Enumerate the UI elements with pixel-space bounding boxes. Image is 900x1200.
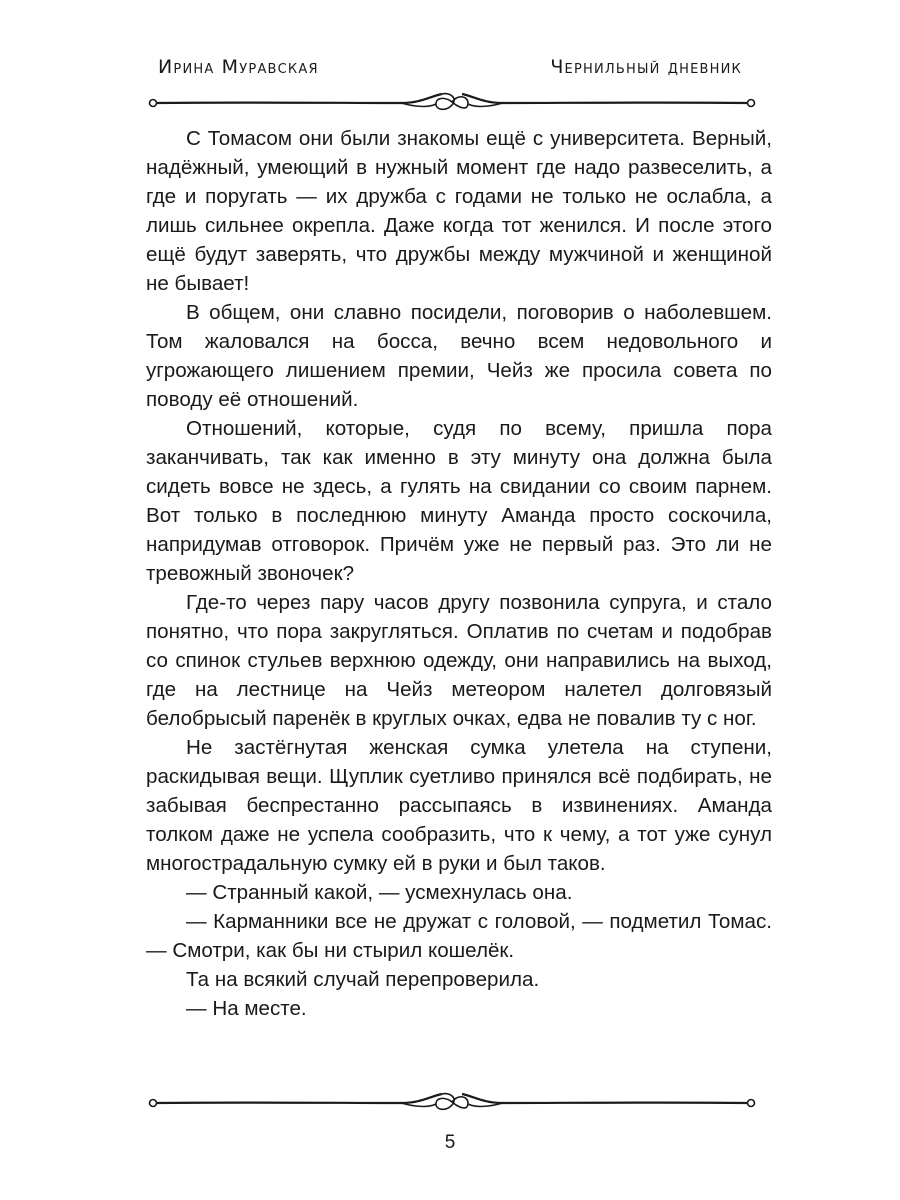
dialogue-line: — На месте.	[186, 997, 307, 1020]
header-book-title: Чернильный дневник	[550, 56, 742, 78]
header-author: Ирина Муравская	[158, 56, 319, 78]
dialogue-line: — Карманники все не дружат с головой, — подметил Томас. — Смотри, как бы ни стырил кошелёк.	[146, 910, 772, 962]
dialogue-line: — Странный какой, — усмехнулась она.	[186, 881, 573, 904]
paragraph: Не застёгнутая женская сумка улетела на ступени, раскидывая вещи. Щуплик суетливо принялся всё подбирать, не забывая беспрестанно рассыпаясь в извинениях. Аманда толком даже не успела сообразить, что к чему, а тот уже сунул многострадальную сумку ей в руки и был таков.	[146, 736, 772, 875]
paragraph: С Томасом они были знакомы ещё с университета. Верный, надёжный, умеющий в нужный момент где надо развеселить, а где и поругать — их дружба с годами не только не ослабла, а лишь сильнее окрепла. Даже когда тот женился. И после этого ещё будут заверять, что дружбы между мужчиной и женщиной не бывает!	[146, 127, 772, 295]
paragraph: Где-то через пару часов другу позвонила супруга, и стало понятно, что пора закругляться. Оплатив по счетам и подобрав со спинок стульев верхнюю одежду, они направились на выход, где на лестнице на Чейз метеором налетел долговязый белобрысый паренёк в круглых очках, едва не повалив ту с ног.	[146, 591, 772, 730]
running-header	[158, 56, 742, 88]
paragraph: Отношений, которые, судя по всему, пришла пора заканчивать, так как именно в эту минуту она должна была сидеть вовсе не здесь, а гулять на свидании со своим парнем. Вот только в последнюю минуту Аманда просто соскочила, напридумав отговорок. Причём уже не первый раз. Это ли не тревожный звоночек?	[146, 417, 772, 585]
page-number: 5	[444, 1132, 456, 1153]
chapter-body-text	[146, 124, 772, 1023]
paragraph: Та на всякий случай перепроверила.	[186, 968, 540, 991]
top-ornament-divider	[146, 88, 758, 118]
paragraph: В общем, они славно посидели, поговорив о наболевшем. Том жаловался на босса, вечно всем недовольного и угрожающего лишением премии, Чейз же просила совета по поводу её отношений.	[146, 301, 772, 411]
bottom-ornament-divider	[146, 1088, 758, 1118]
